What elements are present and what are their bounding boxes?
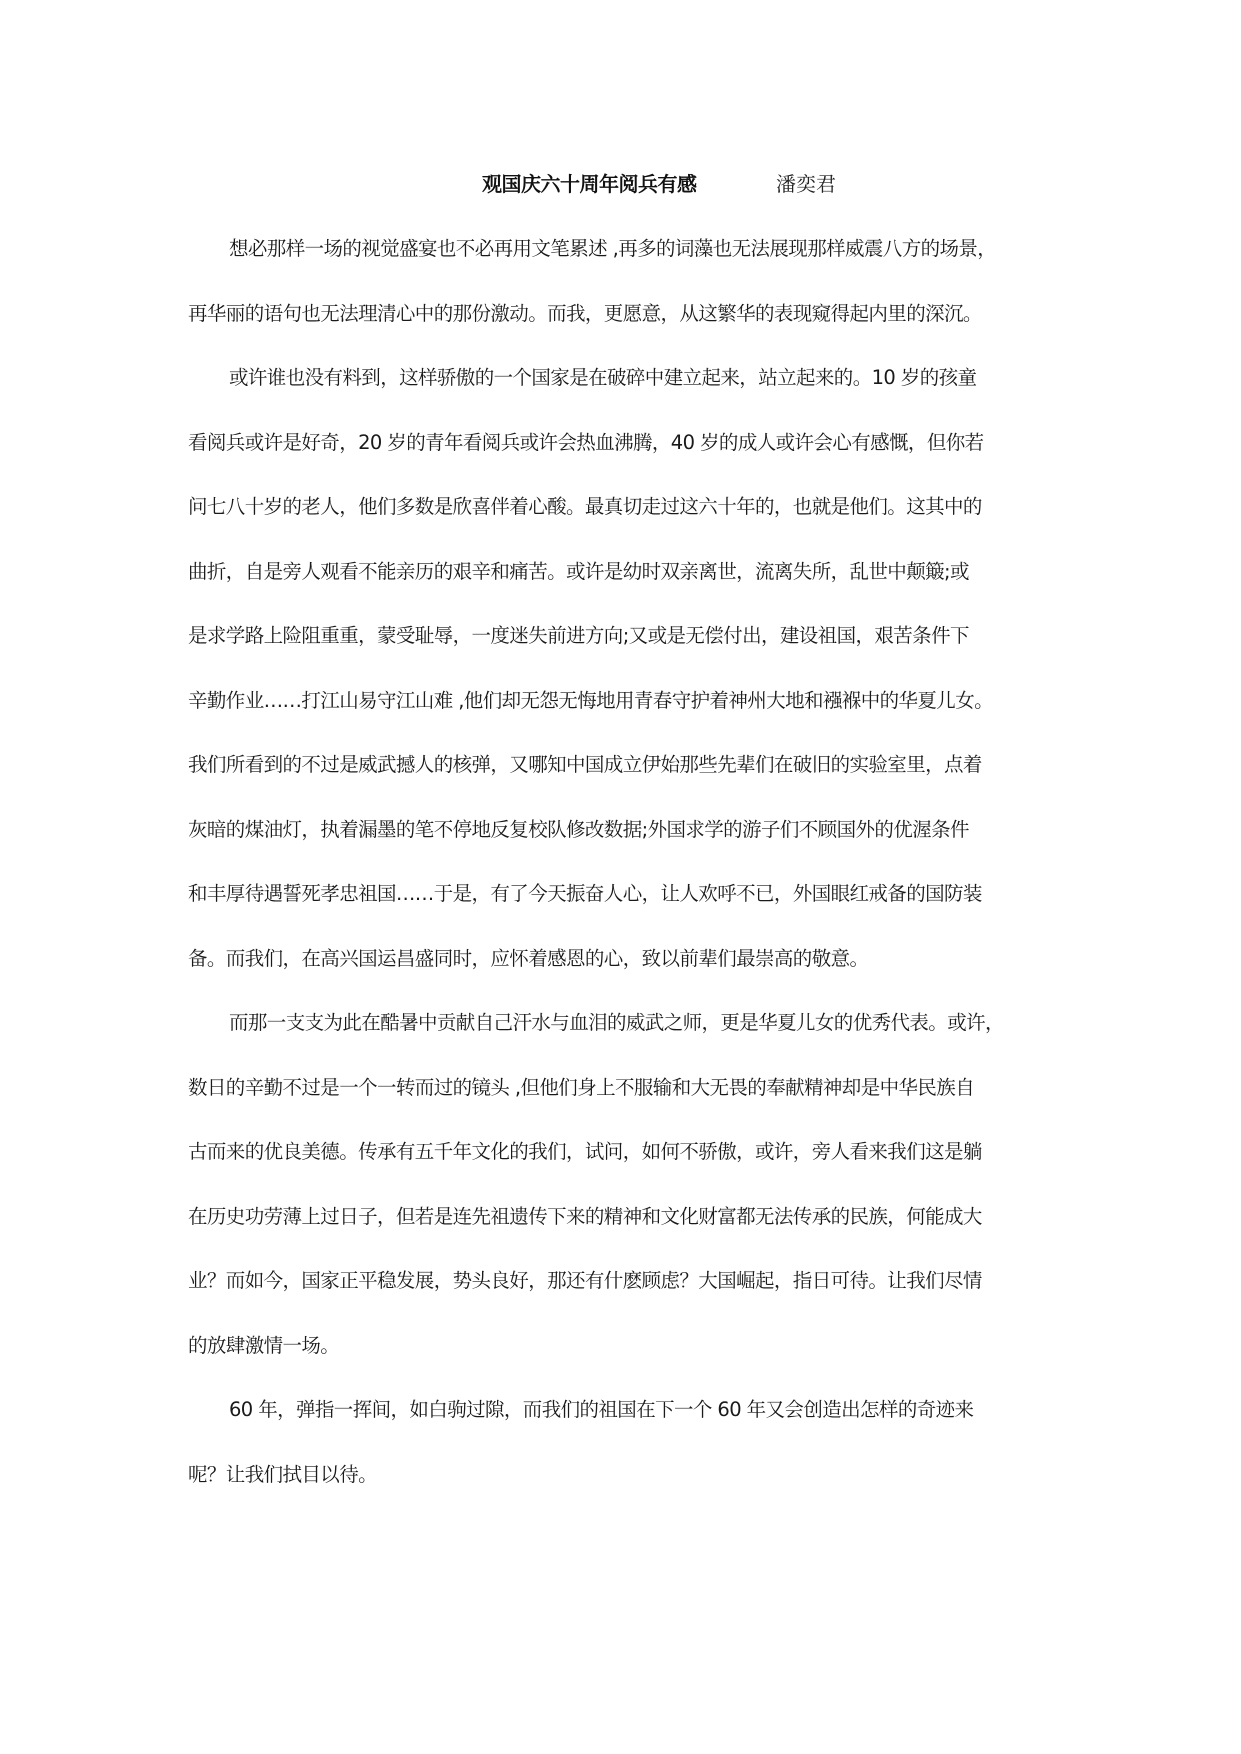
body-line: 60 年，弹指一挥间，如白驹过隙，而我们的祖国在下一个 60 年又会创造出怎样的奇迹来 <box>229 1398 974 1421</box>
body-line: 辛勤作业……打江山易守江山难 ,他们却无怨无悔地用青春守护着神州大地和襁褓中的华夏儿女。 <box>188 688 993 712</box>
body-line: 灰暗的煤油灯，执着漏墨的笔不停地反复校队修改数据;外国求学的游子们不顾国外的优渥条件 <box>188 817 969 841</box>
body-line: 再华丽的语句也无法理清心中的那份激动。而我，更愿意，从这繁华的表现窥得起内里的深沉。 <box>188 301 982 325</box>
body-line: 是求学路上险阻重重，蒙受耻辱，一度迷失前进方向;又或是无偿付出，建设祖国，艰苦条件下 <box>188 624 969 647</box>
body-line: 呢？让我们拭目以待。 <box>188 1462 378 1486</box>
body-line: 数日的辛勤不过是一个一转而过的镜头 ,但他们身上不服输和大无畏的奉献精神却是中华民族自 <box>188 1075 975 1099</box>
body-line: 想必那样一场的视觉盛宴也不必再用文笔累述 ,再多的词藻也无法展现那样威震八方的场景， <box>229 237 997 260</box>
body-line: 或许谁也没有料到，这样骄傲的一个国家是在破碎中建立起来，站立起来的。10 岁的孩童 <box>229 366 977 389</box>
document-title: 观国庆六十周年阅兵有感 <box>482 172 697 196</box>
body-line: 的放肆激情一场。 <box>188 1333 340 1357</box>
body-line: 业？而如今，国家正平稳发展，势头良好，那还有什麽顾虑？大国崛起，指日可待。让我们尽情 <box>188 1269 982 1292</box>
title-row <box>0 168 1241 202</box>
document-author: 潘奕君 <box>776 172 836 196</box>
document-body <box>188 232 1078 1522</box>
body-line: 问七八十岁的老人，他们多数是欣喜伴着心酸。最真切走过这六十年的，也就是他们。这其中的 <box>188 495 982 518</box>
body-line: 和丰厚待遇誓死孝忠祖国……于是，有了今天振奋人心，让人欢呼不已，外国眼红戒备的国防装 <box>188 882 982 905</box>
body-line: 在历史功劳薄上过日子，但若是连先祖遗传下来的精神和文化财富都无法传承的民族，何能成大 <box>188 1204 982 1228</box>
body-line: 备。而我们，在高兴国运昌盛同时，应怀着感恩的心，致以前辈们最崇高的敬意。 <box>188 946 869 970</box>
body-line: 古而来的优良美德。传承有五千年文化的我们，试问，如何不骄傲，或许，旁人看来我们这是躺 <box>188 1140 982 1163</box>
body-line: 曲折，自是旁人观看不能亲历的艰辛和痛苦。或许是幼时双亲离世，流离失所，乱世中颠簸;或 <box>188 559 969 583</box>
body-line: 看阅兵或许是好奇，20 岁的青年看阅兵或许会热血沸腾，40 岁的成人或许会心有感慨，但你若 <box>188 430 984 454</box>
body-line: 而那一支支为此在酷暑中贡献自己汗水与血泪的威武之师，更是华夏儿女的优秀代表。或许， <box>229 1011 1004 1034</box>
body-line: 我们所看到的不过是威武撼人的核弹，又哪知中国成立伊始那些先辈们在破旧的实验室里，点着 <box>188 753 982 776</box>
